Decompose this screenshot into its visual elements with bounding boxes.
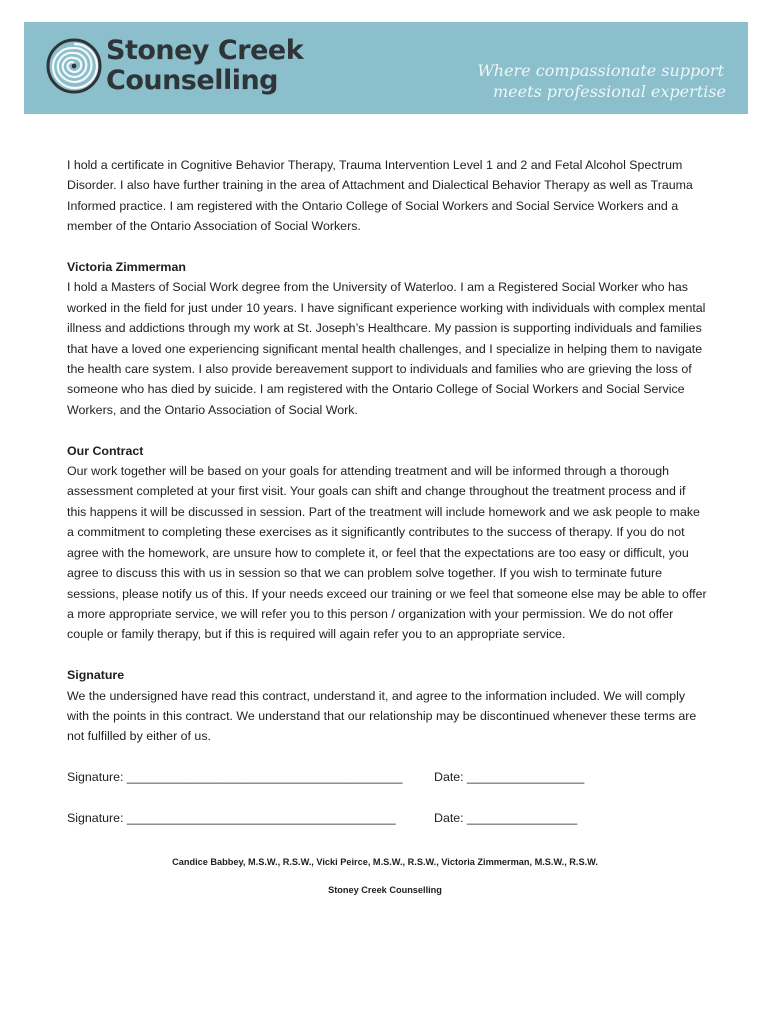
tagline-line-2: meets professional expertise bbox=[492, 82, 726, 101]
document-body bbox=[67, 155, 707, 849]
signature-field-2[interactable]: Signature: _______________________________________ bbox=[67, 810, 396, 825]
victoria-paragraph: I hold a Masters of Social Work degree from the University of Waterloo. I am a Registered Social Worker who has worked in the field for just under 10 years. I have significant experience working with individuals with complex mental illness and addictions through my work at St. Joseph’s Healthcare. My passion is supporting individuals and families that have a loved one experiencing significant mental health challenges, and I specialize in helping them to navigate the health care system. I also provide bereavement support to individuals and families who are grieving the loss of someone who has died by suicide. I am registered with the Ontario College of Social Workers and Social Service Workers, and the Ontario Association of Social Work. bbox=[67, 280, 706, 417]
logo-line-2: Counselling bbox=[106, 65, 279, 96]
spiral-icon bbox=[46, 38, 102, 94]
footer-credentials: Candice Babbey, M.S.W., R.S.W., Vicki Peirce, M.S.W., R.S.W., Victoria Zimmerman, M.S.W., R.S.W. bbox=[172, 857, 598, 867]
header-banner bbox=[24, 22, 748, 114]
signature-paragraph: We the undersigned have read this contract, understand it, and agree to the information included. We will comply with the points in this contract. We understand that our relationship may be discontinued whenever these terms are not fulfilled by either of us. bbox=[67, 688, 697, 744]
contract-section bbox=[67, 441, 707, 645]
date-field-1[interactable]: Date: _________________ bbox=[434, 770, 585, 785]
intro-paragraph: I hold a certificate in Cognitive Behavior Therapy, Trauma Intervention Level 1 and 2 and Fetal Alcohol Spectrum Disorder. I also have further training in the area of Attachment and Dialectical Behavior Therapy as well as Trauma Informed practice. I am registered with the Ontario College of Social Workers and Social Service Workers and a member of the Ontario Association of Social Workers. bbox=[67, 158, 693, 234]
logo-line-1: Stoney Creek bbox=[106, 35, 304, 66]
tagline-line-1: Where compassionate support bbox=[477, 61, 724, 80]
contract-paragraph: Our work together will be based on your goals for attending treatment and will be informed through a thorough assessment completed at your first visit. Your goals can shift and change throughout the treatment process and if this happens it will be discussed in session. Part of the treatment will include homework and we ask people to make a commitment to completing these exercises as it significantly contributes to the success of therapy. If you do not agree with the homework, are unsure how to complete it, or feel that the expectations are too easy or difficult, you agree to discuss this with us in session so that we can problem solve together. If you wish to terminate future sessions, please notify us of this. If your needs exceed our training or we feel that someone else may be able to offer a more appropriate service, we will refer you to this person / organization with your permission. We do not offer couple or family therapy, but if this is required will again refer you to an appropriate service. bbox=[67, 464, 707, 642]
signature-section bbox=[67, 665, 707, 747]
signature-field-1[interactable]: Signature: ________________________________________ bbox=[67, 770, 403, 785]
signature-line-2 bbox=[67, 808, 707, 828]
signature-heading: Signature bbox=[67, 668, 125, 683]
footer-org-name: Stoney Creek Counselling bbox=[328, 885, 442, 895]
victoria-section bbox=[67, 257, 707, 420]
contract-heading: Our Contract bbox=[67, 443, 144, 458]
tagline bbox=[477, 60, 724, 102]
signature-line-1 bbox=[67, 767, 707, 787]
victoria-heading: Victoria Zimmerman bbox=[67, 260, 186, 275]
date-field-2[interactable]: Date: ________________ bbox=[434, 810, 578, 825]
logo-wordmark bbox=[106, 36, 303, 96]
